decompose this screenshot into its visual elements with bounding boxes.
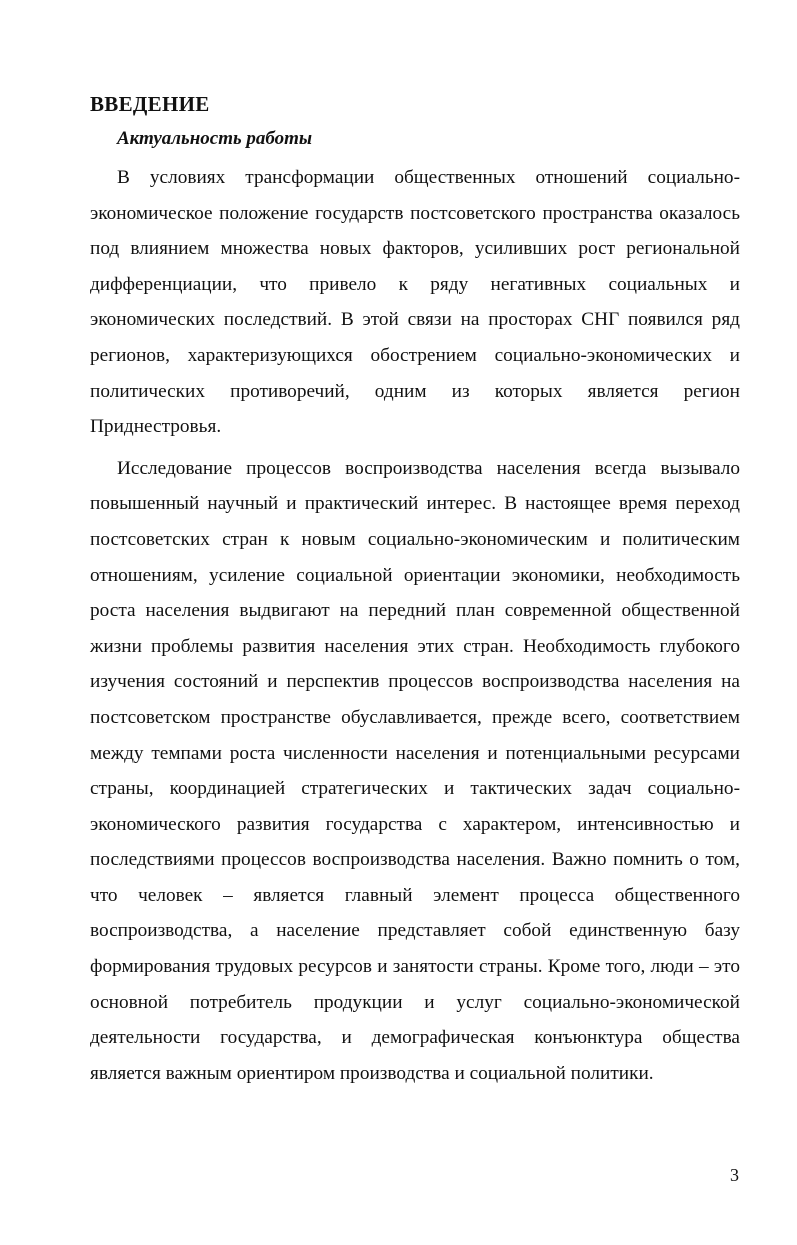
section-heading: ВВЕДЕНИЕ xyxy=(90,92,210,116)
paragraph-population-research: Исследование процессов воспроизводства населения всегда вызывало повышенный научный и практический интерес. В настоящее время переход постсоветских стран к новым социально-экономическим и политическим отношениям, усиление социальной ориентации экономики, необходимость роста населения выдвигают на передний план современной общественной жизни проблемы развития населения этих стран. Необходимость глубокого изучения состояний и перспектив процессов воспроизводства населения на постсоветском пространстве обуславливается, прежде всего, соответствием между темпами роста численности населения и потенциальными ресурсами страны, координацией стратегических и тактических задач социально-экономического развития государства с характером, интенсивностью и последствиями процессов воспроизводства населения. Важно помнить о том, что человек – является главный элемент процесса общественного воспроизводства, а население представляет собой единственную базу формирования трудовых ресурсов и занятости страны. Кроме того, люди – это основной потребитель продукции и услуг социально-экономической деятельности государства, и демографическая конъюнктура общества является важным ориентиром производства и социальной политики. xyxy=(90,457,740,1084)
page-number: 3 xyxy=(730,1165,739,1185)
paragraph-relevance-context: В условиях трансформации общественных отношений социально-экономическое положение государств постсоветского пространства оказалось под влиянием множества новых факторов, усиливших рост региональной дифференциации, что привело к ряду негативных социальных и экономических последствий. В этой связи на просторах СНГ появился ряд регионов, характеризующихся обострением социально-экономических и политических противоречий, одним из которых является регион Приднестровья. xyxy=(90,167,740,438)
section-subheading: Актуальность работы xyxy=(117,128,313,149)
body-text xyxy=(90,160,740,1097)
